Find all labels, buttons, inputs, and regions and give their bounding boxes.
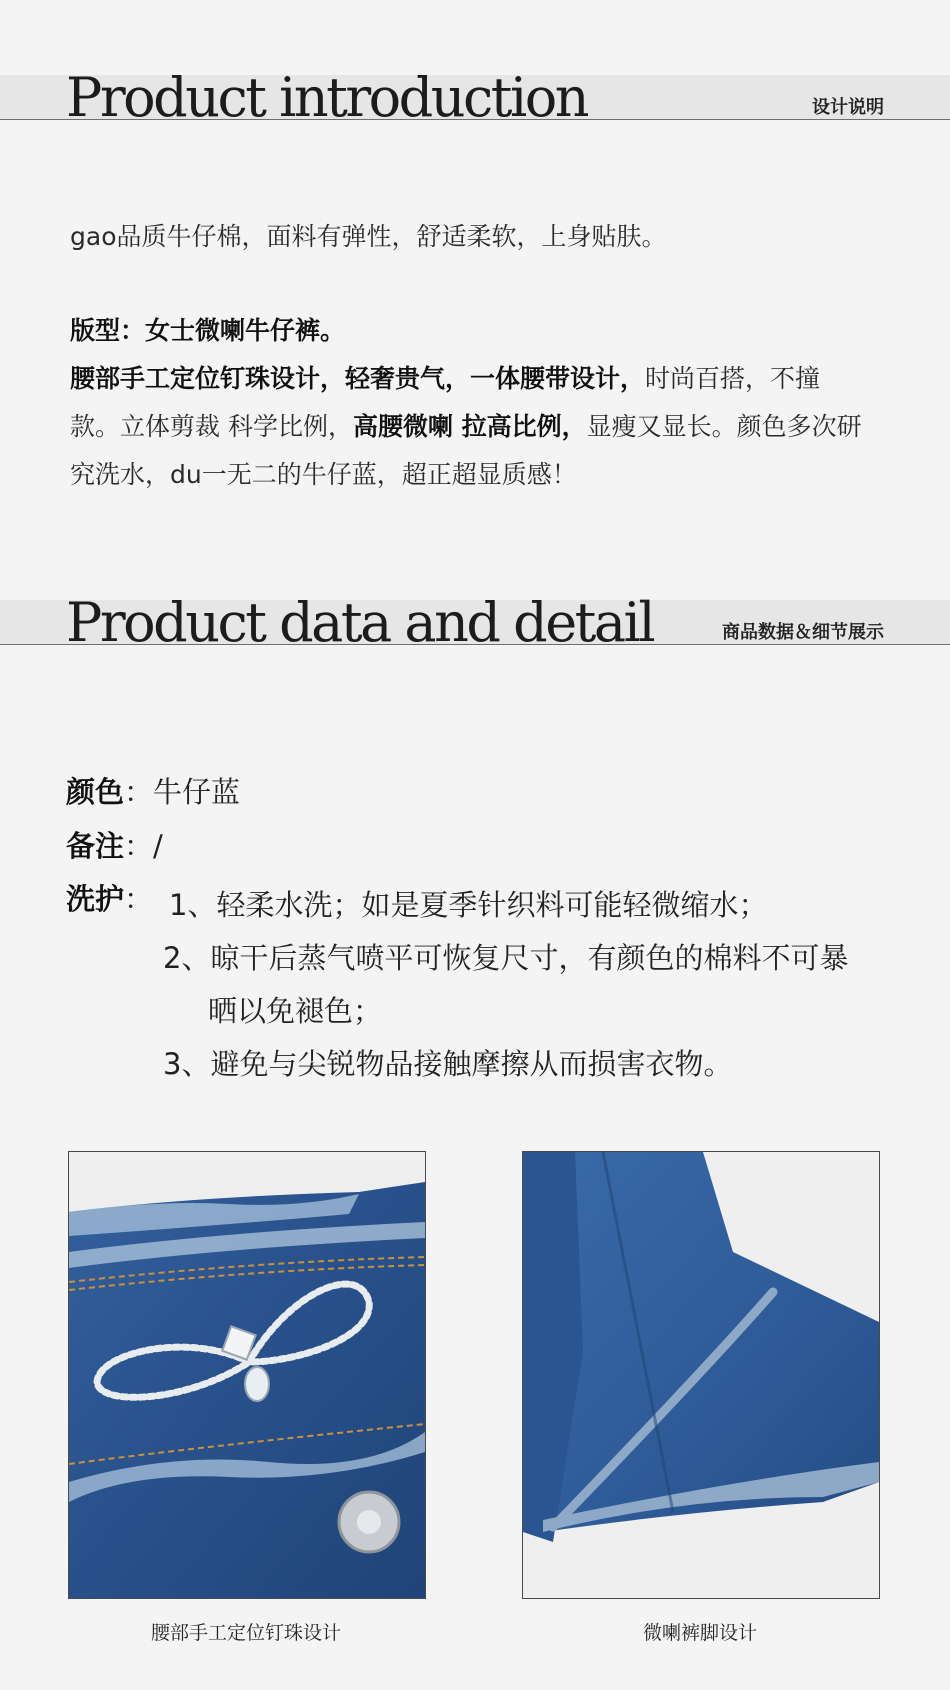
- care-item: 3、避免与尖锐物品接触摩擦从而损害衣物。: [163, 1047, 733, 1081]
- care-item: 2、晾干后蒸气喷平可恢复尺寸，有颜色的棉料不可暴: [163, 941, 849, 975]
- spec-label: 备注: [66, 829, 125, 863]
- spec-color: [66, 766, 240, 819]
- fit-label: 版型：女士微喇牛仔裤。: [70, 316, 346, 345]
- section-title: Product data and detail: [66, 591, 654, 654]
- section-title: Product introduction: [66, 66, 588, 129]
- spec-value: ：/: [124, 829, 163, 863]
- waist-beading-image: [69, 1152, 425, 1598]
- spec-label: 洗护: [66, 882, 125, 916]
- spec-value: ：牛仔蓝: [124, 775, 241, 809]
- feature-highlight-2: 高腰微喇 拉高比例，: [352, 412, 587, 441]
- care-item: 1、轻柔水洗；如是夏季针织料可能轻微缩水；: [169, 888, 768, 922]
- section-subtitle: 设计说明: [812, 97, 884, 118]
- photo-waist-beading: [68, 1151, 426, 1599]
- photo-caption: 腰部手工定位钉珠设计: [150, 1622, 341, 1644]
- spec-care: [66, 873, 153, 926]
- care-item-cont: 晒以免褪色；: [208, 994, 383, 1028]
- feature-text: 时尚百搭，不撞款。立体剪裁 科学比例，: [70, 364, 821, 441]
- feature-highlight: 腰部手工定位钉珠设计，轻奢贵气，一体腰带设计，: [70, 364, 646, 393]
- intro-body: [70, 307, 870, 499]
- section-subtitle: 商品数据＆细节展示: [722, 622, 884, 643]
- flare-hem-image: [523, 1152, 879, 1598]
- feature-text-2: 显瘦又显长。颜色多次研究洗水，du一无二的牛仔蓝，超正超显质感！: [70, 412, 862, 489]
- photo-caption: 微喇裤脚设计: [642, 1622, 757, 1644]
- section-header-data: [0, 591, 950, 654]
- section-header-intro: [0, 66, 950, 129]
- spec-label: 颜色: [66, 775, 125, 809]
- intro-line: gao品质牛仔棉，面料有弹性，舒适柔软，上身贴肤。: [70, 222, 667, 251]
- spec-note: [66, 820, 163, 873]
- photo-flare-hem: [522, 1151, 880, 1599]
- spec-sep: ：: [124, 882, 154, 916]
